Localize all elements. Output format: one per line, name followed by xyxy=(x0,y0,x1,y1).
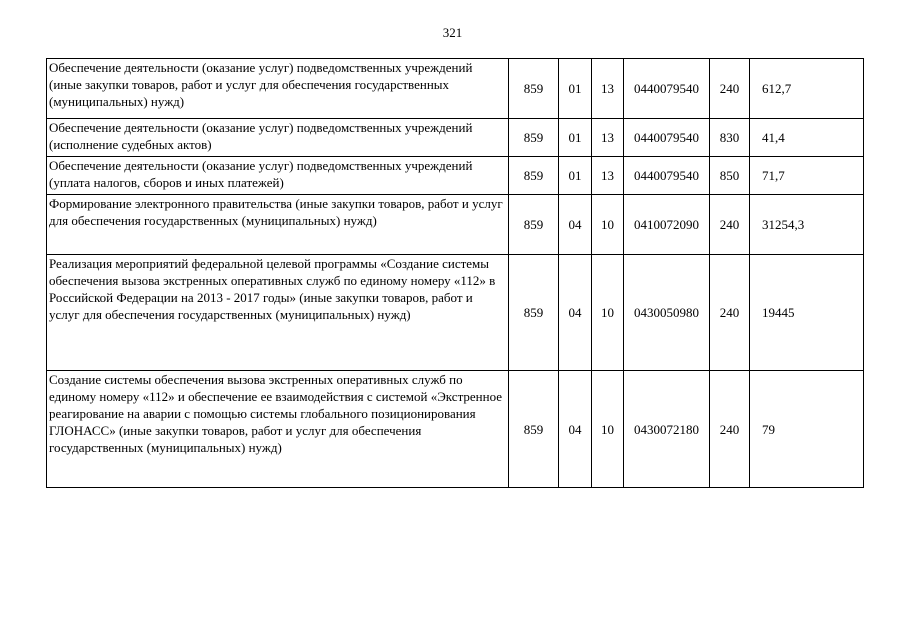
row-description: Обеспечение деятельности (оказание услуг) подведомственных учреждений (уплата налогов, сборов и иных платежей) xyxy=(47,157,509,195)
row-grbs: 859 xyxy=(509,119,559,157)
row-subsection: 10 xyxy=(592,371,624,488)
row-description: Формирование электронного правительства (иные закупки товаров, работ и услуг для обеспечения государственных (муниципальных) нужд) xyxy=(47,195,509,255)
row-target-article: 0440079540 xyxy=(624,59,710,119)
row-grbs: 859 xyxy=(509,255,559,371)
row-expense-type: 240 xyxy=(710,371,750,488)
row-amount: 79 xyxy=(750,371,864,488)
row-expense-type: 240 xyxy=(710,195,750,255)
table-row xyxy=(47,157,864,195)
table-row xyxy=(47,59,864,119)
row-subsection: 13 xyxy=(592,157,624,195)
row-subsection: 10 xyxy=(592,195,624,255)
page-number: 321 xyxy=(442,25,463,40)
table-row xyxy=(47,255,864,371)
row-amount: 612,7 xyxy=(750,59,864,119)
row-amount: 19445 xyxy=(750,255,864,371)
row-target-article: 0430072180 xyxy=(624,371,710,488)
budget-table xyxy=(46,58,864,488)
row-subsection: 10 xyxy=(592,255,624,371)
row-expense-type: 830 xyxy=(710,119,750,157)
row-subsection: 13 xyxy=(592,119,624,157)
row-grbs: 859 xyxy=(509,59,559,119)
row-description: Обеспечение деятельности (оказание услуг) подведомственных учреждений (иные закупки товаров, работ и услуг для обеспечения государственных (муниципальных) нужд) xyxy=(47,59,509,119)
row-description: Реализация мероприятий федеральной целевой программы «Создание системы обеспечения вызова экстренных оперативных служб по единому номеру «112» в Российской Федерации на 2013 - 2017 годы» (иные закупки товаров, работ и услуг для обеспечения государственных (муниципальных) нужд) xyxy=(47,255,509,371)
row-target-article: 0410072090 xyxy=(624,195,710,255)
row-expense-type: 240 xyxy=(710,59,750,119)
table-row xyxy=(47,119,864,157)
row-amount: 31254,3 xyxy=(750,195,864,255)
row-subsection: 13 xyxy=(592,59,624,119)
row-section: 04 xyxy=(559,371,592,488)
row-section: 01 xyxy=(559,59,592,119)
row-description: Обеспечение деятельности (оказание услуг) подведомственных учреждений (исполнение судебных актов) xyxy=(47,119,509,157)
row-amount: 41,4 xyxy=(750,119,864,157)
row-target-article: 0430050980 xyxy=(624,255,710,371)
row-amount: 71,7 xyxy=(750,157,864,195)
row-target-article: 0440079540 xyxy=(624,119,710,157)
row-section: 01 xyxy=(559,157,592,195)
table-row xyxy=(47,371,864,488)
row-grbs: 859 xyxy=(509,157,559,195)
row-section: 01 xyxy=(559,119,592,157)
row-target-article: 0440079540 xyxy=(624,157,710,195)
row-section: 04 xyxy=(559,255,592,371)
row-description: Создание системы обеспечения вызова экстренных оперативных служб по единому номеру «112» и обеспечение ее взаимодействия с системой «Экстренное реагирование на аварии с помощью системы глобального позиционирования ГЛОНАСС» (иные закупки товаров, работ и услуг для обеспечения государственных (муниципальных) нужд) xyxy=(47,371,509,488)
table-row xyxy=(47,195,864,255)
row-grbs: 859 xyxy=(509,371,559,488)
row-grbs: 859 xyxy=(509,195,559,255)
row-expense-type: 240 xyxy=(710,255,750,371)
row-section: 04 xyxy=(559,195,592,255)
row-expense-type: 850 xyxy=(710,157,750,195)
